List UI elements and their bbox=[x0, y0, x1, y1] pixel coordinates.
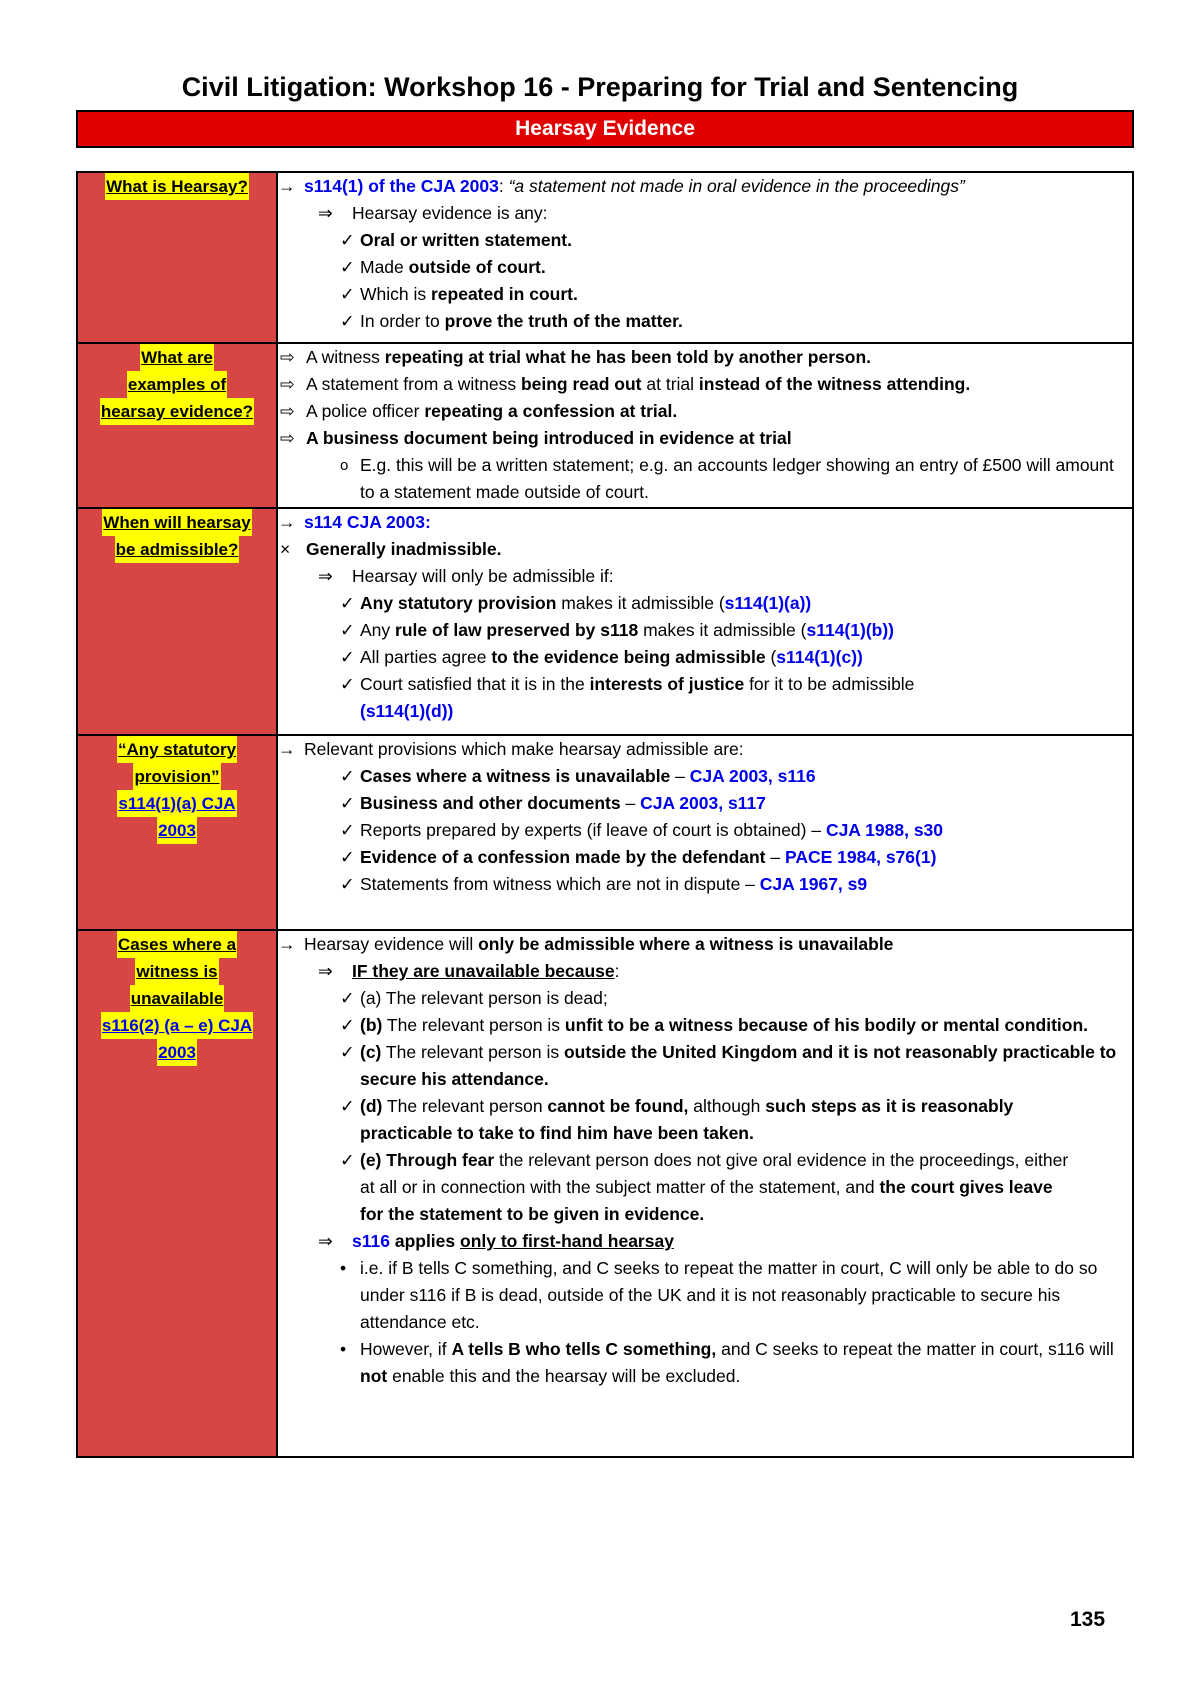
list-intro: Relevant provisions which make hearsay admissible are: bbox=[304, 739, 744, 759]
statute-reference: s116 bbox=[352, 1231, 390, 1251]
row-label-reference: 2003 bbox=[157, 1039, 197, 1066]
sub-item: i.e. if B tells C something, and C seeks to repeat the matter in court, C will only be able to do so under s116 if B is dead, outside of the UK and it is not reasonably practicable to secure his attendance etc. bbox=[360, 1258, 1098, 1332]
list-item: makes it admissible ( bbox=[556, 593, 725, 613]
row-label: What is Hearsay? bbox=[105, 173, 249, 200]
list-item-bold: interests of justice bbox=[589, 674, 745, 694]
statute-reference: s114(1)(b)) bbox=[806, 620, 894, 640]
check-icon: ✓ bbox=[340, 311, 355, 331]
row-label-cell bbox=[77, 172, 277, 343]
double-arrow-icon: ⇒ bbox=[318, 1231, 333, 1251]
list-item-bold: applies bbox=[389, 1231, 460, 1251]
list-item: ( bbox=[765, 647, 777, 667]
list-item: In order to bbox=[360, 311, 445, 331]
list-item: Which is bbox=[360, 284, 431, 304]
statute-reference: CJA 2003, s116 bbox=[689, 766, 816, 786]
outline-arrow-icon: ⇨ bbox=[280, 428, 295, 448]
row-content-cell bbox=[277, 343, 1133, 508]
list-item: The relevant person is dead; bbox=[381, 988, 608, 1008]
check-icon: ✓ bbox=[340, 1096, 355, 1116]
row-label: provision” bbox=[133, 763, 220, 790]
list-item-bold: (b) bbox=[360, 1015, 383, 1035]
list-item: The relevant person bbox=[382, 1096, 548, 1116]
list-item-bold: rule of law preserved by s118 bbox=[395, 620, 639, 640]
list-item: The relevant person is bbox=[382, 1015, 565, 1035]
list-item-bold: cannot be found, bbox=[547, 1096, 689, 1116]
check-icon: ✓ bbox=[340, 1150, 355, 1170]
list-item: although bbox=[688, 1096, 766, 1116]
table-row bbox=[77, 172, 1133, 343]
check-icon: ✓ bbox=[340, 766, 355, 786]
double-arrow-icon: ⇒ bbox=[318, 203, 333, 223]
bullet-icon: • bbox=[340, 1339, 347, 1359]
list-item-bold: repeated in court. bbox=[430, 284, 578, 304]
check-icon: ✓ bbox=[340, 284, 355, 304]
list-item-bold: outside of court. bbox=[408, 257, 546, 277]
arrow-icon: → bbox=[278, 934, 296, 954]
list-item: at trial bbox=[641, 374, 699, 394]
sub-item: enable this and the hearsay will be excluded. bbox=[387, 1366, 741, 1386]
statute-reference: s114 CJA 2003: bbox=[304, 512, 431, 532]
list-item-bold: repeating at trial what he has been told by another person. bbox=[384, 347, 871, 367]
list-item-bold: being admissible bbox=[623, 647, 766, 667]
list-item-bold: Cases where a witness is unavailable bbox=[360, 766, 671, 786]
list-item: A statement from a witness bbox=[306, 374, 521, 394]
arrow-icon: → bbox=[278, 739, 296, 759]
statute-reference: CJA 1967, s9 bbox=[759, 874, 868, 894]
page-number: 135 bbox=[1070, 1608, 1106, 1631]
list-item: – bbox=[620, 793, 641, 813]
list-item: Court satisfied that it is in the bbox=[360, 674, 590, 694]
page-title: Civil Litigation: Workshop 16 - Preparing for Trial and Sentencing bbox=[181, 72, 1019, 102]
list-intro-bold: only be admissible where a witness is unavailable bbox=[478, 934, 894, 954]
row-label-reference: 2003 bbox=[157, 817, 197, 844]
statute-reference: s114(1)(a)) bbox=[724, 593, 812, 613]
list-item-bold: Evidence of a confession made by the defendant bbox=[360, 847, 766, 867]
row-label: hearsay evidence? bbox=[100, 398, 254, 425]
row-label-cell bbox=[77, 508, 277, 735]
arrow-icon: → bbox=[278, 176, 296, 196]
list-item: A witness bbox=[306, 347, 385, 367]
row-label-cell bbox=[77, 343, 277, 508]
list-item: All parties agree bbox=[360, 647, 487, 667]
condition-heading-colon: : bbox=[614, 961, 620, 981]
list-item-bold: instead of the witness attending. bbox=[698, 374, 971, 394]
list-item-bold: Business and other documents bbox=[360, 793, 621, 813]
list-intro: Hearsay evidence is any: bbox=[352, 203, 548, 223]
row-label-cell bbox=[77, 735, 277, 930]
outline-arrow-icon: ⇨ bbox=[280, 374, 295, 394]
list-item: A police officer bbox=[306, 401, 425, 421]
sub-item-bold: not bbox=[360, 1366, 388, 1386]
double-arrow-icon: ⇒ bbox=[318, 566, 333, 586]
sub-item-bold: A tells B who tells C something, bbox=[451, 1339, 717, 1359]
check-icon: ✓ bbox=[340, 1015, 355, 1035]
row-content-cell bbox=[277, 508, 1133, 735]
row-label: witness is bbox=[135, 958, 218, 985]
list-item: Statements from witness which are not in dispute – bbox=[360, 874, 760, 894]
row-label-cell bbox=[77, 930, 277, 1457]
statute-reference: (s114(1)(d)) bbox=[360, 701, 454, 721]
check-icon: ✓ bbox=[340, 257, 355, 277]
check-icon: ✓ bbox=[340, 647, 355, 667]
list-item: – bbox=[765, 847, 785, 867]
bullet-icon: • bbox=[340, 1258, 347, 1278]
row-content-cell bbox=[277, 735, 1133, 930]
statute-reference: PACE 1984, s76(1) bbox=[784, 847, 937, 867]
double-arrow-icon: ⇒ bbox=[318, 961, 333, 981]
section-banner: Hearsay Evidence bbox=[76, 110, 1134, 148]
list-item: for it to be admissible bbox=[744, 674, 915, 694]
sub-item: However, if bbox=[360, 1339, 452, 1359]
list-item-bold: (e) Through fear bbox=[360, 1150, 495, 1170]
row-label-reference: s116(2) (a – e) CJA bbox=[101, 1012, 253, 1039]
outline-arrow-icon: ⇨ bbox=[280, 401, 295, 421]
list-item-bold: repeating a confession at trial. bbox=[424, 401, 678, 421]
sub-item: and C seeks to repeat the matter in court, s116 will bbox=[716, 1339, 1114, 1359]
row-label: Cases where a bbox=[117, 931, 237, 958]
list-item-bold: outside the United Kingdom and it is not reasonably practicable to secure his attendance. bbox=[360, 1042, 1117, 1089]
list-item: – bbox=[670, 766, 690, 786]
check-icon: ✓ bbox=[340, 847, 355, 867]
arrow-icon: → bbox=[278, 512, 296, 532]
list-item-bold: unfit to be a witness because of his bodily or mental condition. bbox=[564, 1015, 1089, 1035]
check-icon: ✓ bbox=[340, 820, 355, 840]
statute-reference: CJA 2003, s117 bbox=[640, 793, 766, 813]
list-item: (a) bbox=[360, 988, 382, 1008]
check-icon: ✓ bbox=[340, 793, 355, 813]
check-icon: ✓ bbox=[340, 620, 355, 640]
list-item-bold: only to first-hand hearsay bbox=[460, 1231, 674, 1251]
row-label: be admissible? bbox=[115, 536, 240, 563]
table-row bbox=[77, 930, 1133, 1457]
list-item-bold: such steps as it is reasonably practicable to take to find him have been taken. bbox=[360, 1096, 1014, 1143]
statute-reference: s114(1) of the CJA 2003 bbox=[304, 176, 499, 196]
table-row bbox=[77, 343, 1133, 508]
list-intro: Hearsay evidence will bbox=[304, 934, 479, 954]
row-label: What are bbox=[140, 344, 214, 371]
check-icon: ✓ bbox=[340, 874, 355, 894]
check-icon: ✓ bbox=[340, 988, 355, 1008]
check-icon: ✓ bbox=[340, 1042, 355, 1062]
statute-reference: s114(1)(c)) bbox=[776, 647, 863, 667]
row-label-reference: s114(1)(a) CJA bbox=[117, 790, 236, 817]
list-item-bold: (c) bbox=[360, 1042, 382, 1062]
list-item: the relevant person does not give oral evidence in the proceedings, either at all or in connection with the subject matter of the statement, and bbox=[360, 1150, 1069, 1197]
check-icon: ✓ bbox=[340, 230, 355, 250]
list-item: Oral or written statement. bbox=[360, 230, 572, 250]
row-content-cell bbox=[277, 930, 1133, 1457]
list-item-bold: A business document bbox=[306, 428, 493, 448]
list-item: The relevant person is bbox=[381, 1042, 564, 1062]
list-item: Made bbox=[360, 257, 409, 277]
row-label: unavailable bbox=[130, 985, 225, 1012]
list-item-bold: Any statutory provision bbox=[360, 593, 557, 613]
definition-quote: “a statement not made in oral evidence in the proceedings” bbox=[508, 176, 965, 196]
list-item-bold: being introduced in evidence at trial bbox=[492, 428, 792, 448]
cross-icon: × bbox=[280, 539, 291, 559]
list-item-bold: (d) bbox=[360, 1096, 383, 1116]
list-item-bold: prove the truth of the matter. bbox=[444, 311, 683, 331]
list-item-bold: Generally inadmissible. bbox=[306, 539, 502, 559]
statute-reference: CJA 1988, s30 bbox=[825, 820, 944, 840]
condition-heading: IF they are unavailable because bbox=[352, 961, 615, 981]
hearsay-table bbox=[76, 171, 1134, 1458]
list-item: Reports prepared by experts (if leave of court is obtained) – bbox=[360, 820, 826, 840]
row-label: “Any statutory bbox=[117, 736, 237, 763]
list-intro: Hearsay will only be admissible if: bbox=[352, 566, 614, 586]
check-icon: ✓ bbox=[340, 674, 355, 694]
list-item-bold: being read out bbox=[520, 374, 642, 394]
list-item: Any bbox=[360, 620, 396, 640]
table-row bbox=[77, 508, 1133, 735]
table-row bbox=[77, 735, 1133, 930]
list-item-bold: the court gives leave for the statement to be given in evidence. bbox=[360, 1177, 1053, 1224]
row-content-cell: → s114(1) of the CJA 2003: “a statement not made in oral evidence in the proceedings” ⇒ Hearsay evidence is any: ✓ Oral or written statement. ✓ Made outside of court. ✓ Which is repeated in court. ✓ In order to prove the truth of the matter. bbox=[277, 172, 1133, 343]
row-label: When will hearsay bbox=[102, 509, 251, 536]
list-item: makes it admissible ( bbox=[638, 620, 807, 640]
sub-item: E.g. this will be a written statement; e.g. an accounts ledger showing an entry of £500 will amount to a statement made outside of court. bbox=[360, 455, 1114, 502]
outline-arrow-icon: ⇨ bbox=[280, 347, 295, 367]
check-icon: ✓ bbox=[340, 593, 355, 613]
list-item-bold: to the evidence bbox=[486, 647, 624, 667]
row-label: examples of bbox=[127, 371, 227, 398]
circle-bullet-icon: o bbox=[340, 457, 349, 474]
